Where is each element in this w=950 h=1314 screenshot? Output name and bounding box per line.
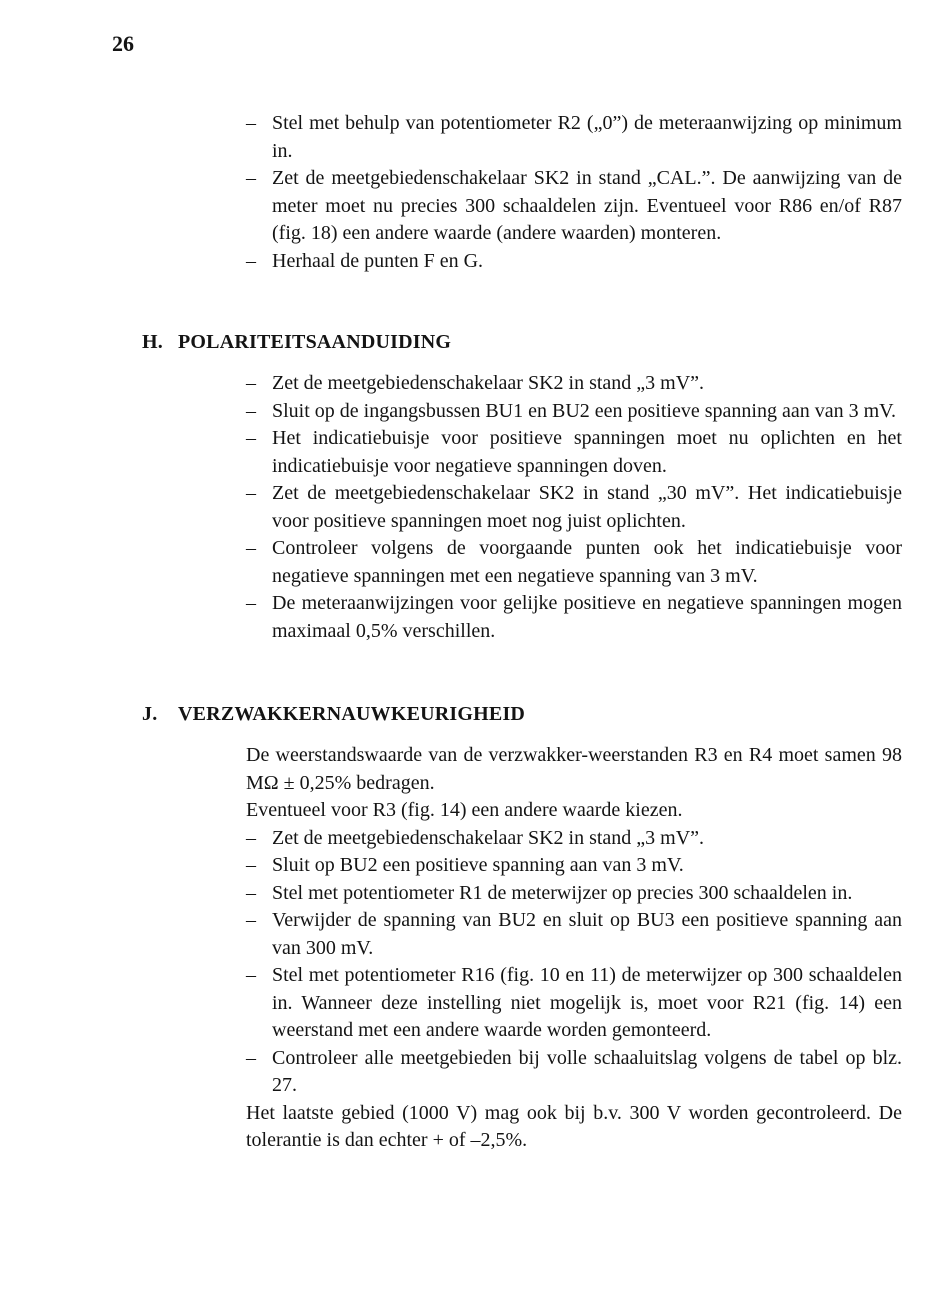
section-h-letter: H. [142,331,163,353]
list-item: – Stel met behulp van potentiometer R2 („0”) de meteraanwijzing op minimum in. [246,110,902,165]
list-item: – Controleer alle meetgebieden bij volle schaaluitslag volgens de tabel op blz. 27. [246,1045,902,1100]
section-j-outro: Het laatste gebied (1000 V) mag ook bij b.v. 300 V worden gecontroleerd. De tolerantie is dan echter + of –2,5%. [246,1101,902,1151]
section-h-list-block [246,370,902,645]
list-item: – Controleer volgens de voorgaande punten ook het indicatiebuisje voor negatieve spanningen met een negatieve spanning van 3 mV. [246,535,902,590]
intro-list [246,110,902,275]
list-item: – Zet de meetgebiedenschakelaar SK2 in stand „CAL.”. De aanwijzing van de meter moet nu precies 300 schaaldelen zijn. Eventueel voor R86 en/of R87 (fig. 18) een andere waarde (andere waarden) monteren. [246,165,902,248]
list-item: – De meteraanwijzingen voor gelijke positieve en negatieve spanningen mogen maximaal 0,5% verschillen. [246,590,902,645]
list-item: – Zet de meetgebiedenschakelaar SK2 in stand „3 mV”. [246,825,902,853]
section-j-intro-2: Eventueel voor R3 (fig. 14) een andere waarde kiezen. [246,799,683,821]
section-h-list [246,370,902,645]
list-item: – Herhaal de punten F en G. [246,248,902,276]
section-h-heading [142,328,451,356]
section-j-list [246,825,902,1100]
list-item: – Het indicatiebuisje voor positieve spanningen moet nu oplichten en het indicatiebuisje voor negatieve spanningen doven. [246,425,902,480]
list-item: – Zet de meetgebiedenschakelaar SK2 in stand „30 mV”. Het indicatiebuisje voor positieve spanningen moet nog juist oplichten. [246,480,902,535]
list-item: – Sluit op de ingangsbussen BU1 en BU2 een positieve spanning aan van 3 mV. [246,398,902,426]
section-h-title: POLARITEITSAANDUIDING [178,331,452,353]
page-number: 26 [112,31,134,56]
section-j-title: VERZWAKKERNAUWKEURIGHEID [178,703,526,725]
list-item: – Zet de meetgebiedenschakelaar SK2 in stand „3 mV”. [246,370,902,398]
section-j-heading [142,700,525,728]
list-item: – Stel met potentiometer R16 (fig. 10 en 11) de meterwijzer op 300 schaaldelen in. Wanneer deze instelling niet mogelijk is, moet voor R21 (fig. 14) een weerstand met een andere waarde worden gemonteerd. [246,962,902,1045]
list-item: – Sluit op BU2 een positieve spanning aan van 3 mV. [246,852,902,880]
section-j-intro-1: De weerstandswaarde van de verzwakker-weerstanden R3 en R4 moet samen 98 MΩ ± 0,25% bedragen. [246,744,902,794]
intro-list-block [246,110,902,275]
list-item: – Verwijder de spanning van BU2 en sluit op BU3 een positieve spanning aan van 300 mV. [246,907,902,962]
section-j-body [246,742,902,1155]
list-item: – Stel met potentiometer R1 de meterwijzer op precies 300 schaaldelen in. [246,880,902,908]
section-j-letter: J. [142,703,158,725]
